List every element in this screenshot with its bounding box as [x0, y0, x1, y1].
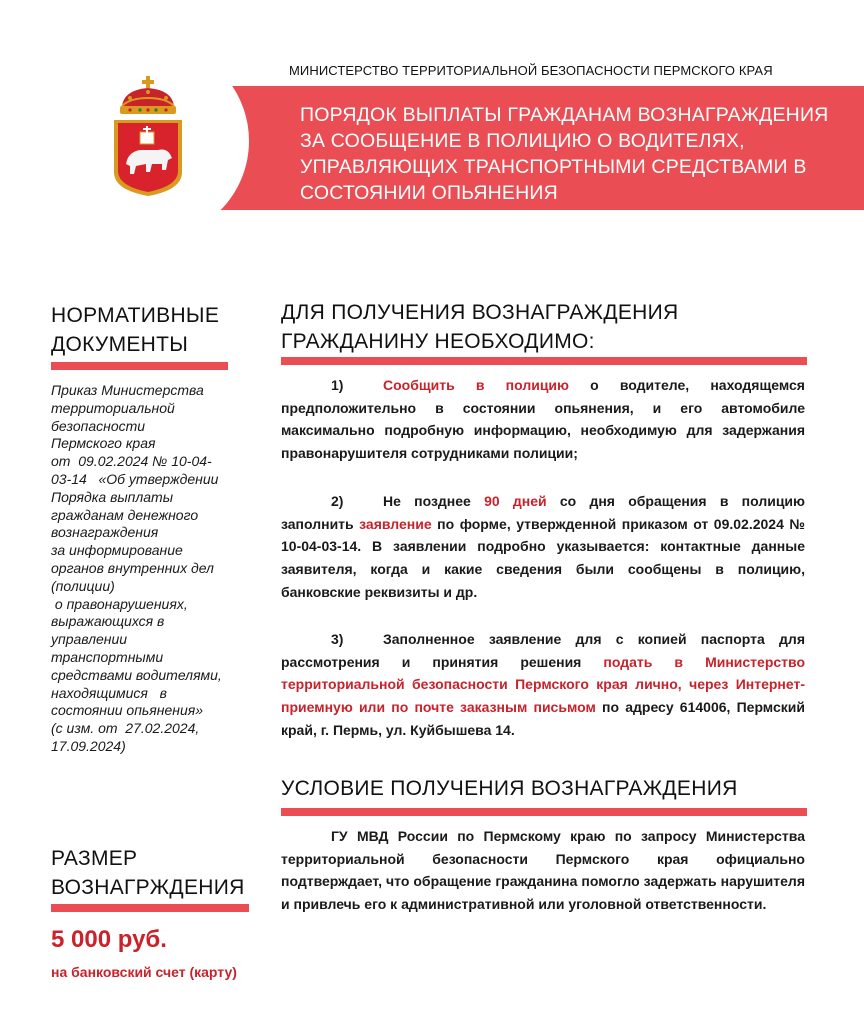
docs-line: от 09.02.2024 № 10-04- — [51, 453, 212, 470]
condition-heading-rule — [281, 808, 807, 816]
perm-krai-coat-of-arms-icon — [100, 76, 196, 198]
step-2-deadline: 90 дней — [484, 493, 547, 509]
docs-line: 03-14 «Об утверждении — [51, 470, 219, 487]
docs-line: территориальной — [51, 399, 175, 416]
reward-amount: 5 000 руб. — [51, 926, 167, 953]
docs-line: вознаграждения — [51, 524, 159, 541]
docs-line: (с изм. от 27.02.2024, — [51, 720, 200, 737]
docs-line: находящимися в — [51, 684, 167, 701]
step-3-text: Заполненное заявление для с копией паспорта для рассмотрения и принятия решения — [281, 631, 805, 670]
step-2-text: со дня обращения в полицию заполнить — [281, 493, 805, 532]
step-3-text: по адресу 614006, Пермский край, г. Пермь, ул. Куйбышева 14. — [281, 699, 805, 738]
step-3-highlight: подать в Министерство территориальной безопасности Пермского края лично, через Интернет-приемную или по почте заказным письмом — [281, 653, 805, 716]
reward-heading — [51, 844, 245, 902]
condition-heading: УСЛОВИЕ ПОЛУЧЕНИЯ ВОЗНАГРАЖДЕНИЯ — [281, 777, 738, 800]
page-title — [300, 102, 830, 206]
docs-line: Приказ Министерства — [51, 382, 204, 398]
docs-line: транспортными — [51, 648, 164, 665]
step-1-text: о водителе, находящемся предположительно в состоянии опьянения, и его автомобиле максимально подробную информацию, необходимую для задержания правонарушителя сотрудниками полиции; — [281, 377, 805, 462]
docs-line: выражающихся в — [51, 613, 165, 630]
docs-heading — [51, 301, 219, 359]
title-line: ЗА СООБЩЕНИЕ В ПОЛИЦИЮ О ВОДИТЕЛЯХ, — [300, 130, 745, 152]
docs-line: Порядка выплаты — [51, 488, 174, 505]
requirements-heading-line: ДЛЯ ПОЛУЧЕНИЯ ВОЗНАГРАЖДЕНИЯ — [281, 301, 679, 324]
step-2-text: по форме, утвержденной приказом от 09.02.2024 № 10-04-03-14. В заявлении подробно указывается: контактные данные заявителя, когда и какие сведения были сообщены в полицию, банковские реквизиты и др. — [281, 515, 805, 600]
title-line: ПОРЯДОК ВЫПЛАТЫ ГРАЖДАНАМ ВОЗНАГРАЖДЕНИЯ — [300, 104, 829, 126]
requirements-heading-line: ГРАЖДАНИНУ НЕОБХОДИМО: — [281, 330, 595, 353]
reward-heading-line: РАЗМЕР — [51, 847, 138, 870]
docs-line: состоянии опьянения» — [51, 702, 203, 719]
requirements-heading — [281, 298, 679, 356]
step-3 — [281, 628, 805, 742]
docs-heading-line: НОРМАТИВНЫЕ — [51, 304, 220, 327]
docs-line: о правонарушениях, — [51, 595, 188, 612]
step-1-highlight: Сообщить в полицию — [383, 377, 569, 393]
step-number: 2) — [331, 493, 344, 509]
condition-text-body: ГУ МВД России по Пермскому краю по запросу Министерства территориальной безопасности Пермского края официально подтверждает, что обращение гражданина помогло задержать нарушителя и привлечь его к административной или уголовной ответственности. — [281, 828, 805, 913]
step-number: 3) — [331, 631, 344, 647]
step-2-text: Не позднее — [383, 493, 485, 509]
docs-line: за информирование — [51, 542, 183, 559]
docs-line: органов внутренних дел — [51, 559, 214, 576]
condition-text — [281, 825, 805, 916]
docs-line: гражданам денежного — [51, 506, 199, 523]
title-line: СОСТОЯНИИ ОПЬЯНЕНИЯ — [300, 182, 558, 204]
docs-line: Пермского края — [51, 435, 156, 452]
step-number: 1) — [331, 377, 344, 393]
docs-text — [51, 382, 256, 756]
docs-line: управлении — [51, 631, 128, 648]
docs-line: 17.09.2024) — [51, 737, 126, 754]
docs-line: безопасности — [51, 417, 146, 434]
docs-heading-rule — [51, 362, 228, 370]
step-1 — [281, 374, 805, 465]
docs-line: средствами водителями, — [51, 666, 222, 683]
reward-heading-line: ВОЗНАГРЖДЕНИЯ — [51, 876, 245, 899]
requirements-heading-rule — [281, 357, 807, 365]
step-2 — [281, 490, 805, 604]
ministry-name: МИНИСТЕРСТВО ТЕРРИТОРИАЛЬНОЙ БЕЗОПАСНОСТИ ПЕРМСКОГО КРАЯ — [289, 63, 773, 78]
step-2-application: заявление — [359, 515, 432, 532]
docs-line: (полиции) — [51, 577, 115, 594]
reward-heading-rule — [51, 904, 249, 912]
docs-heading-line: ДОКУМЕНТЫ — [51, 333, 189, 356]
reward-amount-note: на банковский счет (карту) — [51, 964, 237, 980]
title-line: УПРАВЛЯЮЩИХ ТРАНСПОРТНЫМИ СРЕДСТВАМИ В — [300, 156, 807, 178]
